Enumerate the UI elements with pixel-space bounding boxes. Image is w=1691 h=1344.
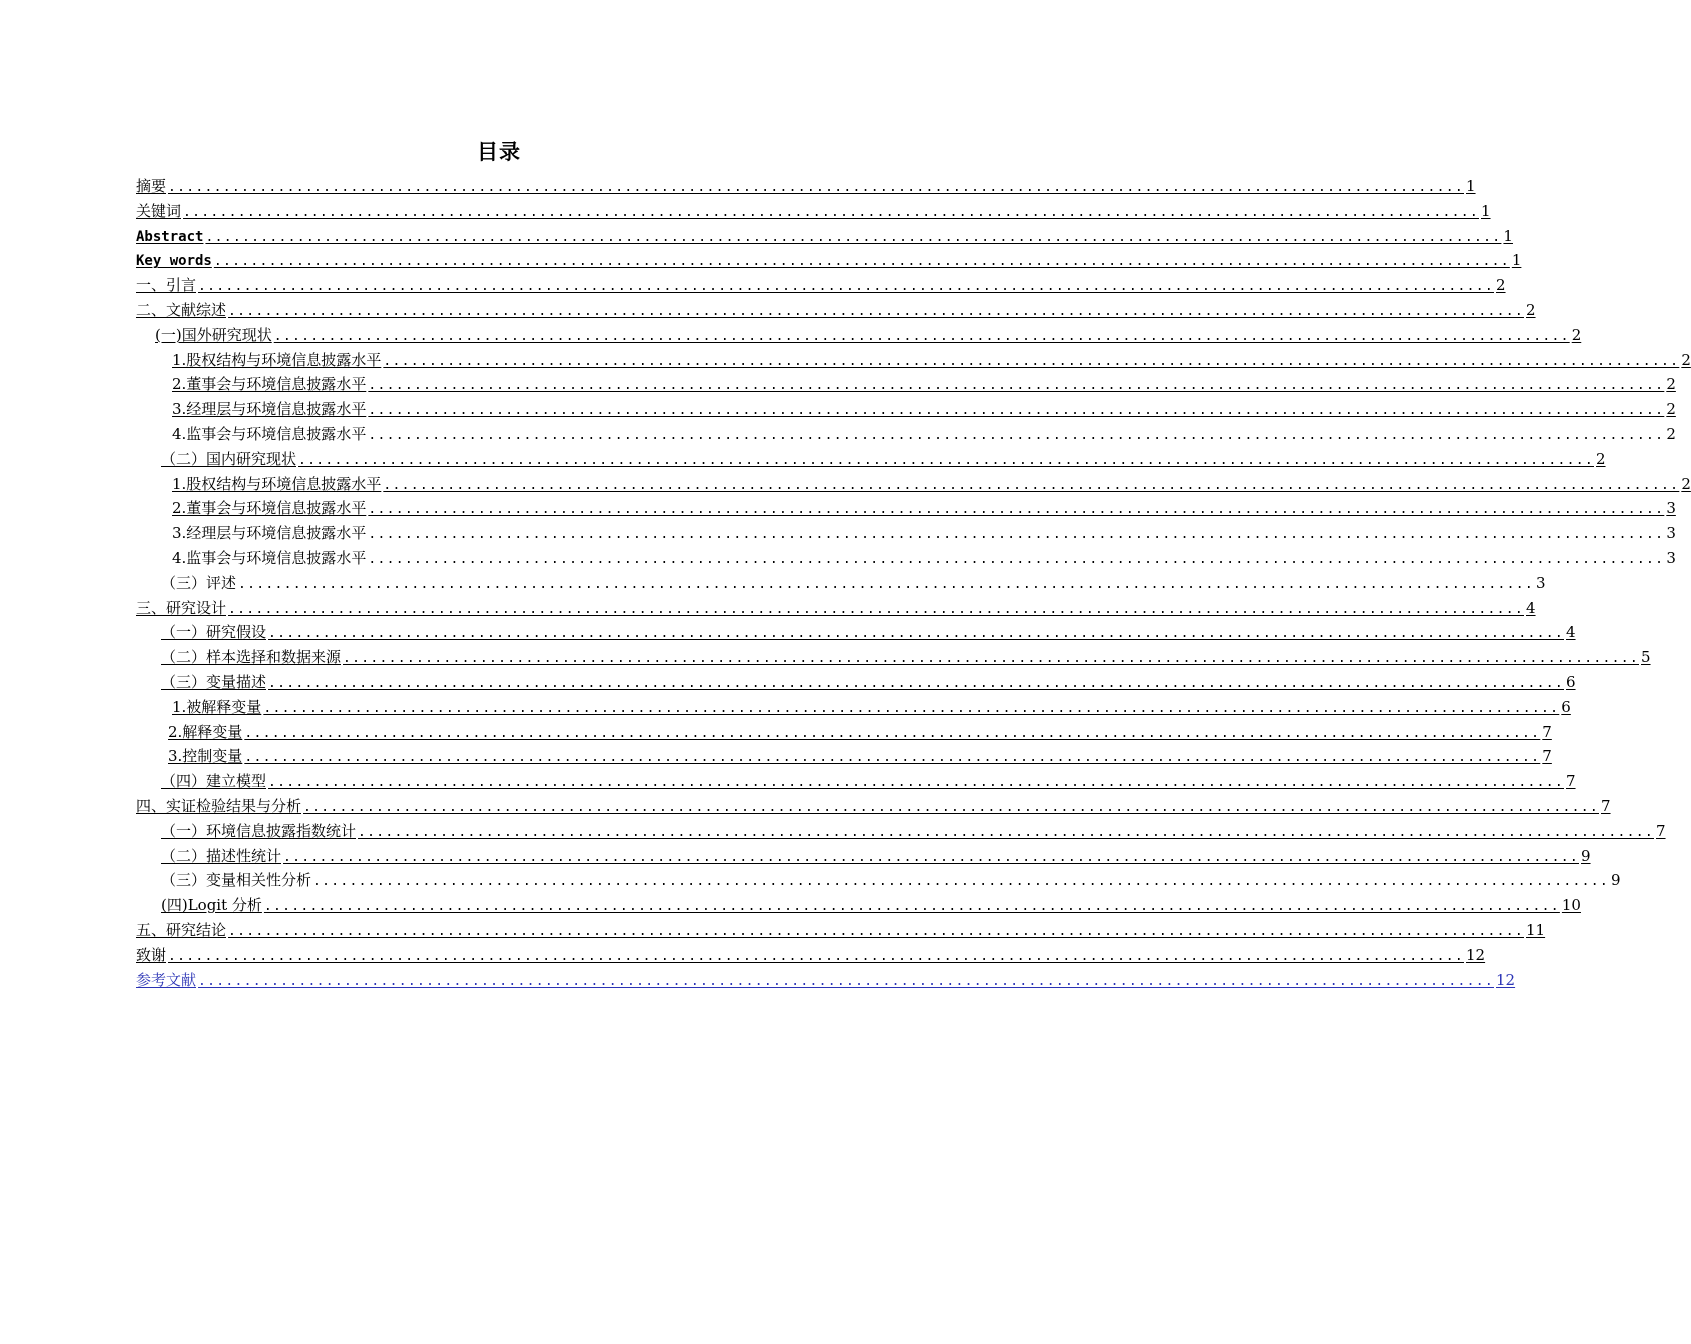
toc-entry-label: （一）环境信息披露指数统计 bbox=[161, 821, 357, 840]
toc-entry-page: 7 bbox=[1566, 772, 1576, 791]
toc-entry-abstract-cn[interactable] bbox=[136, 174, 1476, 199]
toc-leader: .............................................................................................................................................. bbox=[368, 551, 1665, 567]
toc-leader: .............................................................................................................................................. bbox=[268, 675, 1564, 691]
toc-entry-domestic-research[interactable] bbox=[136, 447, 1606, 472]
toc-entry-label: 2.董事会与环境信息披露水平 bbox=[172, 499, 367, 518]
toc-entry-label: （二）国内研究现状 bbox=[161, 449, 297, 468]
toc-entry-page: 7 bbox=[1601, 796, 1611, 815]
toc-entry-page: 7 bbox=[1656, 821, 1666, 840]
toc-entry-research-design[interactable] bbox=[136, 596, 1536, 621]
toc-entry-label: 关键词 bbox=[136, 201, 182, 220]
toc-entry-control-variable[interactable] bbox=[136, 744, 1552, 769]
toc-leader: .............................................................................................................................................. bbox=[383, 477, 1680, 493]
toc-leader: .............................................................................................................................................. bbox=[263, 700, 1560, 716]
toc-leader: .............................................................................................................................................. bbox=[238, 576, 1534, 592]
toc-entry-acknowledgements[interactable] bbox=[136, 943, 1486, 968]
toc-entry-page: 2 bbox=[1666, 375, 1676, 394]
toc-entry-domestic-board[interactable] bbox=[136, 496, 1676, 521]
toc-leader: .............................................................................................................................................. bbox=[358, 824, 1654, 840]
toc-leader: .............................................................................................................................................. bbox=[168, 180, 1464, 195]
table-of-contents bbox=[136, 174, 1691, 992]
toc-entry-page: 4 bbox=[1566, 623, 1576, 642]
toc-entry-label: Abstract bbox=[136, 228, 204, 245]
toc-entry-foreign-research[interactable] bbox=[136, 323, 1582, 348]
toc-entry-page: 3 bbox=[1536, 573, 1546, 592]
toc-entry-label: （三）变量描述 bbox=[161, 672, 267, 691]
toc-entry-page: 2 bbox=[1571, 325, 1582, 344]
toc-entry-label: 四、实证检验结果与分析 bbox=[136, 796, 302, 815]
toc-entry-label: （二）描述性统计 bbox=[161, 846, 282, 865]
toc-entry-page: 11 bbox=[1526, 920, 1546, 939]
toc-entry-hypotheses[interactable] bbox=[136, 620, 1576, 645]
toc-entry-label: 3.经理层与环境信息披露水平 bbox=[172, 524, 367, 543]
toc-entry-label: 摘要 bbox=[136, 177, 167, 195]
toc-leader: .............................................................................................................................................. bbox=[228, 601, 1524, 617]
toc-entry-page: 9 bbox=[1581, 846, 1591, 865]
toc-leader: .............................................................................................................................................. bbox=[263, 899, 1560, 915]
toc-entry-page: 2 bbox=[1681, 350, 1691, 369]
toc-entry-label: （三）评述 bbox=[161, 573, 237, 592]
toc-leader: .............................................................................................................................................. bbox=[383, 353, 1680, 369]
toc-entry-label: 参考文献 bbox=[136, 970, 197, 989]
toc-entry-disclosure-index[interactable] bbox=[136, 819, 1666, 844]
toc-entry-introduction[interactable] bbox=[136, 273, 1506, 298]
toc-entry-page: 1 bbox=[1511, 251, 1522, 270]
toc-entry-label: （一）研究假设 bbox=[161, 623, 267, 642]
toc-entry-page: 9 bbox=[1611, 871, 1621, 890]
toc-leader: .............................................................................................................................................. bbox=[313, 874, 1609, 890]
toc-entry-literature-review[interactable] bbox=[136, 298, 1536, 323]
toc-entry-label: 2.解释变量 bbox=[168, 722, 243, 741]
toc-leader: .............................................................................................................................................. bbox=[228, 303, 1524, 319]
toc-entry-label: 一、引言 bbox=[136, 276, 197, 295]
toc-entry-page: 3 bbox=[1666, 499, 1676, 518]
toc-leader: .............................................................................................................................................. bbox=[283, 849, 1579, 865]
toc-leader: .............................................................................................................................................. bbox=[183, 204, 1479, 220]
toc-leader: .............................................................................................................................................. bbox=[244, 750, 1541, 766]
toc-entry-page: 10 bbox=[1561, 896, 1581, 915]
toc-leader: .............................................................................................................................................. bbox=[273, 328, 1570, 344]
toc-entry-label: 1.股权结构与环境信息披露水平 bbox=[172, 350, 382, 369]
toc-leader: .............................................................................................................................................. bbox=[198, 279, 1494, 295]
toc-entry-page: 2 bbox=[1496, 276, 1506, 295]
toc-leader: .............................................................................................................................................. bbox=[268, 775, 1564, 791]
toc-leader: .............................................................................................................................................. bbox=[228, 923, 1524, 939]
toc-entry-variable-description[interactable] bbox=[136, 670, 1576, 695]
toc-leader: .............................................................................................................................................. bbox=[303, 799, 1599, 815]
toc-entry-foreign-ownership[interactable] bbox=[136, 348, 1691, 373]
toc-entry-label: Key words bbox=[136, 253, 212, 270]
toc-leader: .............................................................................................................................................. bbox=[368, 403, 1665, 419]
toc-entry-page: 2 bbox=[1596, 449, 1606, 468]
toc-entry-page: 1 bbox=[1466, 177, 1476, 195]
toc-entry-label: 4.监事会与环境信息披露水平 bbox=[172, 548, 367, 567]
toc-entry-references[interactable] bbox=[136, 968, 1516, 993]
toc-entry-logit[interactable] bbox=[136, 893, 1581, 918]
toc-entry-dependent-variable[interactable] bbox=[136, 695, 1571, 720]
toc-entry-page: 1 bbox=[1503, 226, 1513, 245]
toc-entry-domestic-ownership[interactable] bbox=[136, 472, 1691, 497]
toc-entry-sample-selection[interactable] bbox=[136, 645, 1651, 670]
toc-entry-page: 5 bbox=[1641, 648, 1651, 667]
toc-leader: .............................................................................................................................................. bbox=[368, 427, 1665, 443]
toc-entry-page: 6 bbox=[1561, 697, 1571, 716]
toc-entry-label: （二）样本选择和数据来源 bbox=[161, 648, 342, 667]
toc-entry-page: 6 bbox=[1566, 672, 1576, 691]
toc-leader: .............................................................................................................................................. bbox=[368, 502, 1665, 518]
toc-entry-page: 4 bbox=[1526, 598, 1536, 617]
toc-leader: .............................................................................................................................................. bbox=[368, 378, 1665, 394]
toc-entry-abstract-en[interactable] bbox=[136, 224, 1513, 249]
toc-entry-label: 致谢 bbox=[136, 945, 167, 964]
toc-entry-label: (一)国外研究现状 bbox=[155, 325, 272, 344]
toc-entry-label: （三）变量相关性分析 bbox=[161, 871, 312, 890]
toc-entry-page: 2 bbox=[1526, 300, 1536, 319]
toc-entry-explanatory-variable[interactable] bbox=[136, 720, 1552, 745]
toc-leader: .............................................................................................................................................. bbox=[268, 626, 1564, 642]
toc-title: 目录 bbox=[477, 140, 521, 164]
toc-leader: .............................................................................................................................................. bbox=[213, 254, 1510, 270]
toc-entry-model[interactable] bbox=[136, 769, 1576, 794]
toc-leader: .............................................................................................................................................. bbox=[298, 452, 1594, 468]
toc-entry-label: （四）建立模型 bbox=[161, 772, 267, 791]
toc-entry-keywords-en[interactable] bbox=[136, 248, 1522, 273]
toc-entry-review[interactable] bbox=[136, 571, 1546, 596]
toc-entry-label: 3.经理层与环境信息披露水平 bbox=[172, 400, 367, 419]
toc-entry-page: 1 bbox=[1481, 201, 1491, 220]
toc-entry-correlation[interactable] bbox=[136, 868, 1621, 893]
toc-entry-page: 7 bbox=[1542, 747, 1552, 766]
toc-entry-label: 三、研究设计 bbox=[136, 598, 227, 617]
toc-leader: .............................................................................................................................................. bbox=[244, 725, 1541, 741]
toc-entry-label: 1.股权结构与环境信息披露水平 bbox=[172, 474, 382, 493]
toc-entry-page: 2 bbox=[1666, 424, 1676, 443]
toc-leader: .............................................................................................................................................. bbox=[343, 651, 1639, 667]
toc-entry-page: 12 bbox=[1496, 970, 1516, 989]
toc-entry-label: 二、文献综述 bbox=[136, 300, 227, 319]
toc-entry-conclusion[interactable] bbox=[136, 918, 1546, 943]
toc-entry-label: 4.监事会与环境信息披露水平 bbox=[172, 424, 367, 443]
toc-entry-empirical-results[interactable] bbox=[136, 794, 1611, 819]
toc-entry-page: 2 bbox=[1666, 400, 1676, 419]
toc-entry-page: 2 bbox=[1681, 474, 1691, 493]
toc-entry-keywords-cn[interactable] bbox=[136, 199, 1491, 224]
toc-entry-label: (四)Logit 分析 bbox=[161, 896, 262, 915]
toc-leader: .............................................................................................................................................. bbox=[168, 948, 1464, 964]
toc-entry-label: 3.控制变量 bbox=[168, 747, 243, 766]
toc-entry-page: 3 bbox=[1666, 548, 1676, 567]
toc-entry-domestic-management[interactable] bbox=[136, 521, 1676, 546]
toc-entry-page: 12 bbox=[1466, 945, 1486, 964]
toc-entry-domestic-supervisory[interactable] bbox=[136, 546, 1676, 571]
toc-entry-page: 3 bbox=[1666, 524, 1676, 543]
toc-entry-label: 1.被解释变量 bbox=[172, 697, 262, 716]
toc-entry-foreign-management[interactable] bbox=[136, 397, 1676, 422]
toc-entry-page: 7 bbox=[1542, 722, 1552, 741]
toc-leader: .............................................................................................................................................. bbox=[205, 229, 1502, 245]
toc-entry-descriptive-stats[interactable] bbox=[136, 844, 1591, 869]
toc-entry-label: 2.董事会与环境信息披露水平 bbox=[172, 375, 367, 394]
toc-entry-label: 五、研究结论 bbox=[136, 920, 227, 939]
toc-leader: .............................................................................................................................................. bbox=[198, 973, 1494, 989]
toc-entry-foreign-supervisory[interactable] bbox=[136, 422, 1676, 447]
toc-entry-foreign-board[interactable] bbox=[136, 372, 1676, 397]
toc-leader: .............................................................................................................................................. bbox=[368, 527, 1665, 543]
